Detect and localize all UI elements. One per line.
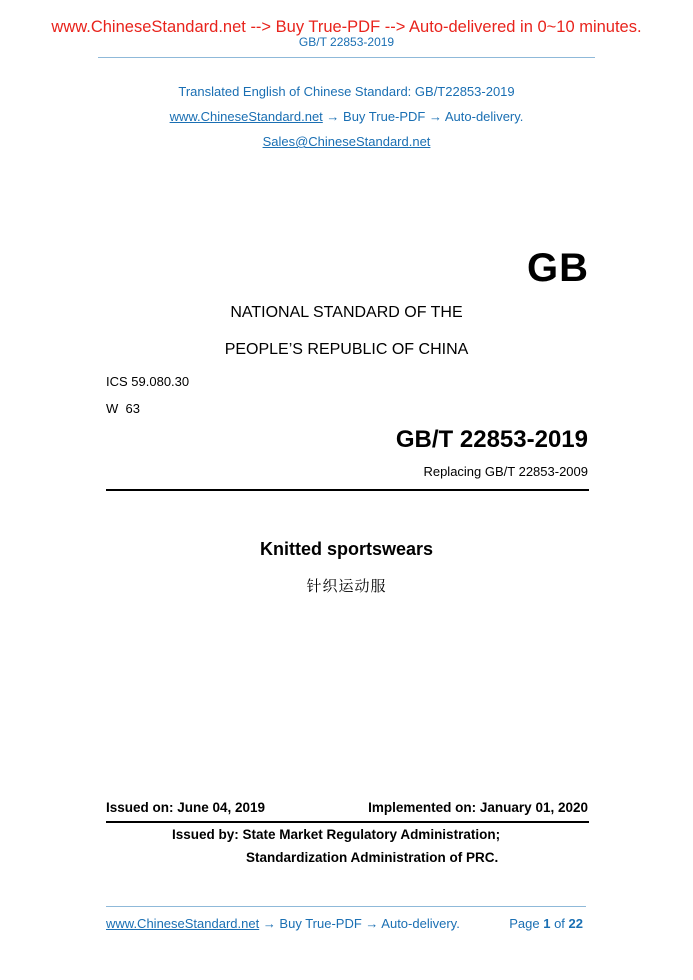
footer-site-link[interactable]: www.ChineseStandard.net bbox=[106, 916, 260, 931]
page-indicator bbox=[509, 916, 583, 931]
title-divider bbox=[106, 489, 589, 491]
intro-link-line bbox=[0, 109, 693, 124]
promo-banner[interactable]: www.ChineseStandard.net --> Buy True-PDF --> Auto-delivered in 0~10 minutes. bbox=[51, 18, 642, 36]
page-of: of bbox=[554, 916, 565, 931]
national-standard-line2: PEOPLE’S REPUBLIC OF CHINA bbox=[224, 341, 469, 358]
sales-email-link[interactable]: Sales@ChineseStandard.net bbox=[262, 134, 431, 149]
gb-logo: GB bbox=[527, 246, 589, 290]
page-label: Page bbox=[509, 916, 540, 931]
delivery-text: → Buy True-PDF → Auto-delivery. bbox=[322, 109, 524, 124]
page-current: 1 bbox=[543, 916, 551, 931]
replacing-standard: Replacing GB/T 22853-2009 bbox=[423, 464, 588, 479]
ics-code: ICS 59.080.30 bbox=[106, 374, 190, 389]
site-link[interactable]: www.ChineseStandard.net bbox=[169, 109, 323, 124]
national-standard-line1: NATIONAL STANDARD OF THE bbox=[230, 304, 463, 321]
dates-divider bbox=[106, 821, 589, 823]
page-total: 22 bbox=[568, 916, 583, 931]
header-doc-number: GB/T 22853-2019 bbox=[298, 35, 395, 49]
footer-delivery-text: → Buy True-PDF → Auto-delivery. bbox=[259, 916, 460, 931]
footer-link-line bbox=[106, 916, 460, 931]
implemented-on-date: Implemented on: January 01, 2020 bbox=[368, 800, 588, 815]
issued-by-line2: Standardization Administration of PRC. bbox=[246, 850, 499, 865]
ccs-code: W 63 bbox=[106, 401, 140, 416]
document-title-cn: 针织运动服 bbox=[306, 578, 387, 595]
header-divider bbox=[98, 57, 595, 58]
email-line bbox=[0, 134, 693, 149]
issued-by-line1: Issued by: State Market Regulatory Administration; bbox=[172, 827, 501, 842]
standard-number: GB/T 22853-2019 bbox=[395, 426, 588, 453]
footer-divider bbox=[106, 906, 586, 907]
issued-on-date: Issued on: June 04, 2019 bbox=[106, 800, 266, 815]
document-title-en: Knitted sportswears bbox=[259, 539, 434, 559]
translation-notice: Translated English of Chinese Standard: GB/T22853-2019 bbox=[178, 84, 515, 99]
